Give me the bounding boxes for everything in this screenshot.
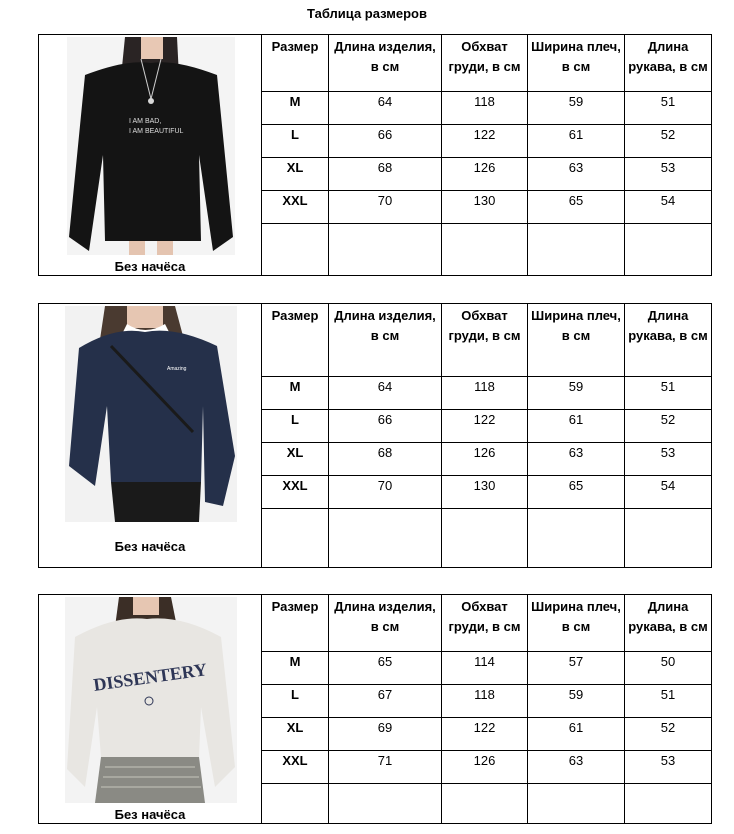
header-shoulders: Ширина плеч, в см	[528, 304, 625, 377]
chest-cell: 122	[442, 125, 528, 158]
length-cell: 64	[329, 377, 442, 410]
shoulders-cell: 63	[528, 751, 625, 784]
header-sleeve: Длина рукава, в см	[625, 595, 712, 652]
black-sweatshirt-photo	[67, 37, 235, 255]
header-length: Длина изделия, в см	[329, 595, 442, 652]
length-cell: 66	[329, 125, 442, 158]
sleeve-cell: 54	[625, 191, 712, 224]
size-cell: L	[262, 125, 329, 158]
chest-cell: 130	[442, 476, 528, 509]
sleeve-cell: 54	[625, 476, 712, 509]
header-chest: Обхват груди, в см	[442, 35, 528, 92]
chest-cell: 114	[442, 652, 528, 685]
sleeve-cell: 53	[625, 751, 712, 784]
chest-cell: 130	[442, 191, 528, 224]
size-cell: XL	[262, 443, 329, 476]
size-cell: XXL	[262, 751, 329, 784]
sleeve-cell: 52	[625, 718, 712, 751]
sleeve-cell: 50	[625, 652, 712, 685]
shoulders-cell: 63	[528, 443, 625, 476]
size-table-3	[38, 594, 712, 824]
size-table-1	[38, 34, 712, 276]
shoulders-cell: 61	[528, 718, 625, 751]
shoulders-cell: 59	[528, 92, 625, 125]
length-cell: 68	[329, 158, 442, 191]
header-length: Длина изделия, в см	[329, 304, 442, 377]
header-sleeve: Длина рукава, в см	[625, 304, 712, 377]
print-text-line-2: I AM BEAUTIFUL	[129, 128, 184, 135]
sleeve-cell: 53	[625, 158, 712, 191]
chest-cell: 118	[442, 685, 528, 718]
length-cell: 64	[329, 92, 442, 125]
chest-cell: 122	[442, 718, 528, 751]
length-cell: 69	[329, 718, 442, 751]
sleeve-cell: 53	[625, 443, 712, 476]
sleeve-cell: 52	[625, 125, 712, 158]
size-table-2	[38, 303, 712, 568]
header-size: Размер	[262, 595, 329, 652]
product-image-cell	[39, 595, 262, 824]
shoulders-cell: 59	[528, 685, 625, 718]
sleeve-cell: 51	[625, 92, 712, 125]
shoulders-cell: 65	[528, 476, 625, 509]
length-cell: 70	[329, 191, 442, 224]
shoulders-cell: 59	[528, 377, 625, 410]
header-shoulders: Ширина плеч, в см	[528, 35, 625, 92]
chest-cell: 118	[442, 377, 528, 410]
sleeve-cell: 51	[625, 685, 712, 718]
length-cell: 71	[329, 751, 442, 784]
header-size: Размер	[262, 35, 329, 92]
image-caption: Без начёса	[114, 259, 186, 274]
shoulders-cell: 57	[528, 652, 625, 685]
length-cell: 66	[329, 410, 442, 443]
chest-cell: 126	[442, 443, 528, 476]
header-size: Размер	[262, 304, 329, 377]
header-shoulders: Ширина плеч, в см	[528, 595, 625, 652]
length-cell: 65	[329, 652, 442, 685]
header-chest: Обхват груди, в см	[442, 304, 528, 377]
shoulders-cell: 63	[528, 158, 625, 191]
product-image-cell	[39, 35, 262, 276]
size-cell: XL	[262, 718, 329, 751]
chest-cell: 126	[442, 751, 528, 784]
print-text: DISSENTERY	[92, 659, 209, 695]
size-cell: XL	[262, 158, 329, 191]
header-sleeve: Длина рукава, в см	[625, 35, 712, 92]
image-caption: Без начёса	[114, 539, 186, 554]
header-chest: Обхват груди, в см	[442, 595, 528, 652]
print-text: Amazing	[167, 366, 187, 372]
size-cell: XXL	[262, 476, 329, 509]
shoulders-cell: 65	[528, 191, 625, 224]
image-caption: Без начёса	[114, 807, 186, 822]
size-cell: M	[262, 652, 329, 685]
chest-cell: 126	[442, 158, 528, 191]
shoulders-cell: 61	[528, 125, 625, 158]
length-cell: 68	[329, 443, 442, 476]
navy-sweatshirt-photo	[65, 306, 237, 522]
size-cell: L	[262, 685, 329, 718]
header-length: Длина изделия, в см	[329, 35, 442, 92]
sleeve-cell: 52	[625, 410, 712, 443]
chest-cell: 118	[442, 92, 528, 125]
page-title: Таблица размеров	[307, 6, 427, 21]
size-cell: L	[262, 410, 329, 443]
size-cell: M	[262, 377, 329, 410]
length-cell: 70	[329, 476, 442, 509]
sleeve-cell: 51	[625, 377, 712, 410]
size-cell: M	[262, 92, 329, 125]
chest-cell: 122	[442, 410, 528, 443]
length-cell: 67	[329, 685, 442, 718]
white-sweatshirt-photo	[65, 597, 237, 803]
product-image-cell	[39, 304, 262, 568]
shoulders-cell: 61	[528, 410, 625, 443]
print-text-line-1: I AM BAD,	[129, 118, 162, 125]
size-cell: XXL	[262, 191, 329, 224]
